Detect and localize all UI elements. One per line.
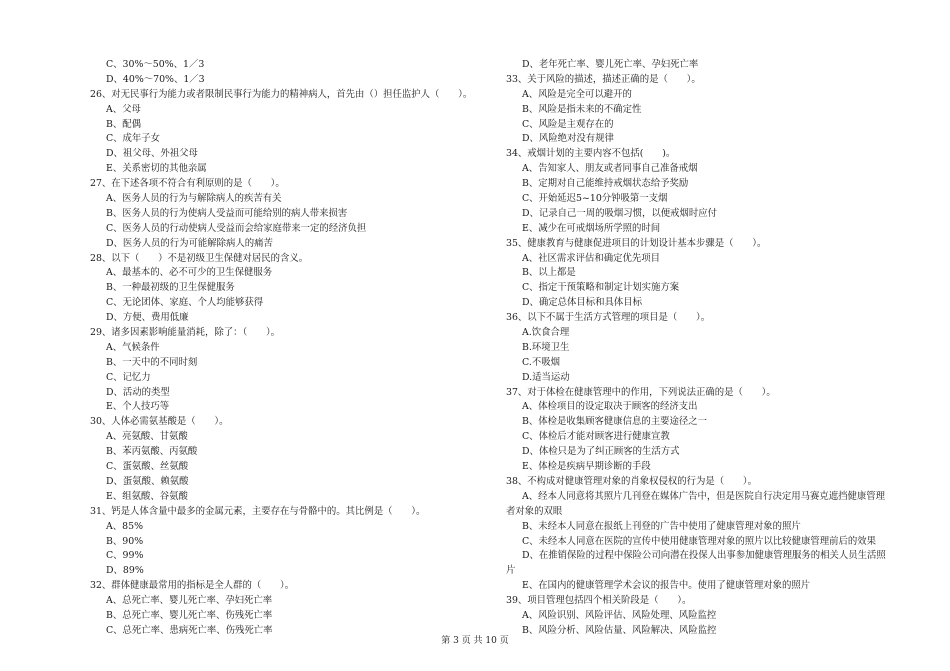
option-text: D、在推销保险的过程中保险公司向潜在投保人出事参加健康管理服务的相关人员生活照 — [522, 550, 886, 562]
option-text: A、医务人员的行为与解除病人的疾苦有关 — [106, 193, 282, 205]
option-text: C、无论团体、家庭、个人均能够获得 — [106, 297, 264, 309]
option-text: C、开始延迟5~10分钟吸第一支烟 — [522, 193, 668, 205]
option-text: A、告知家人、朋友或者同事自己准备戒烟 — [522, 163, 698, 175]
option-text: B、医务人员的行为使病人受益而可能给别的病人带来损害 — [106, 207, 348, 219]
option-text: D、活动的类型 — [106, 386, 170, 398]
option-text: E、个人技巧等 — [106, 401, 170, 413]
option-text: A、体检项目的设定取决于顾客的经济支出 — [522, 401, 698, 413]
option-text: E、关系密切的其他亲属 — [106, 163, 207, 175]
question-text: 36、以下不属于生活方式管理的项目是（ ）。 — [506, 312, 711, 324]
option-text: D、老年死亡率、婴儿死亡率、孕妇死亡率 — [522, 59, 699, 70]
question-text: 31、钙是人体含量中最多的金属元素，主要存在与骨骼中的。其比例是（ ）。 — [90, 505, 426, 517]
option-text: D、确定总体目标和具体目标 — [522, 297, 643, 309]
option-text: B、总死亡率、婴儿死亡率、伤残死亡率 — [106, 609, 273, 621]
option-text: D、风险绝对没有规律 — [522, 133, 614, 145]
option-text: B、以上都是 — [522, 267, 576, 279]
option-text: B、未经本人同意在报纸上刊登的广告中使用了健康管理对象的照片 — [522, 520, 801, 532]
question-text: 29、诸多因素影响能量消耗，除了：（ ）。 — [90, 327, 281, 339]
option-text: A、总死亡率、婴儿死亡率、孕妇死亡率 — [106, 595, 273, 607]
option-text: A、85% — [106, 520, 143, 532]
continuation-text: 片 — [506, 565, 516, 577]
option-text: B.环境卫生 — [522, 341, 570, 353]
option-text: C、风险是主观存在的 — [522, 118, 614, 130]
option-text: B、风险是指未来的不确定性 — [522, 103, 642, 115]
option-text: A、社区需求评估和确定优先项目 — [522, 252, 661, 264]
option-text: B、苯丙氨酸、丙氨酸 — [106, 446, 198, 458]
option-text: A、风险识别、风险评估、风险处理、风险监控 — [522, 609, 717, 621]
option-text: B、90% — [106, 535, 144, 547]
option-text: D、40%～70%、1／3 — [106, 73, 205, 85]
option-text: E、体检是疾病早期诊断的手段 — [522, 461, 651, 473]
option-text: A、风险是完全可以避开的 — [522, 88, 632, 100]
option-text: A、亮氨酸、甘氨酸 — [106, 431, 188, 443]
option-text: C、成年子女 — [106, 133, 161, 145]
option-text: C、未经本人同意在医院的宣传中使用健康管理对象的照片以比较健康管理前后的效果 — [522, 535, 877, 547]
question-text: 26、对无民事行为能力或者限制民事行为能力的精神病人，首先由（）担任监护人（ ）。 — [90, 88, 473, 100]
option-text: C、指定干预策略和制定计划实施方案 — [522, 282, 680, 294]
option-text: C、蛋氨酸、丝氨酸 — [106, 461, 189, 473]
option-text: C、总死亡率、患病死亡率、伤残死亡率 — [106, 624, 273, 636]
option-text: D、方便、费用低廉 — [106, 312, 189, 324]
option-text: C.不吸烟 — [522, 356, 560, 368]
option-text: C、体检后才能对顾客进行健康宣教 — [522, 431, 670, 443]
option-text: A、气候条件 — [106, 341, 160, 353]
option-text: B、风险分析、风险估量、风险解决、风险监控 — [522, 624, 717, 636]
question-text: 27、在下述各项不符合有利原则的是（ ）。 — [90, 178, 285, 190]
right-column — [506, 58, 926, 639]
question-text: 37、对于体检在健康管理中的作用，下列说法正确的是（ ）。 — [506, 386, 776, 398]
question-text: 38、不构成对健康管理对象的肖象权侵权的行为是（ ）。 — [506, 475, 757, 487]
page-footer: 第 3 页 共 10 页 — [441, 636, 509, 646]
question-text: 35、健康教育与健康促进项目的计划设计基本步骤是（ ）。 — [506, 237, 767, 249]
option-text: B、一种最初级的卫生保健服务 — [106, 282, 235, 294]
option-text: B、配偶 — [106, 118, 142, 130]
option-text: B、一天中的不同时刻 — [106, 356, 198, 368]
option-text: E、在国内的健康管理学术会议的报告中。使用了健康管理对象的照片 — [522, 580, 811, 592]
option-text: A、最基本的、必不可少的卫生保健服务 — [106, 267, 273, 279]
question-text: 33、关于风险的描述，描述正确的是（ ）。 — [506, 73, 701, 85]
continuation-text: 者对象的双眼 — [506, 505, 563, 517]
option-text: E、减少在可戒烟场所学照的时间 — [522, 222, 661, 234]
option-text: A、经本人同意将其照片几刊登在媒体广告中，但是医院自行决定用马赛克遮挡健康管理 — [522, 490, 886, 502]
option-text: D、89% — [106, 565, 144, 577]
option-text: D、蛋氨酸、赖氨酸 — [106, 475, 189, 487]
option-text: B、体检是收集顾客健康信息的主要途径之一 — [522, 416, 708, 428]
question-text: 34、戒烟计划的主要内容不包括( )。 — [506, 148, 676, 160]
left-column — [90, 58, 510, 639]
option-text: D、祖父母、外祖父母 — [106, 148, 198, 160]
option-text: B、定期对自己能维持戒烟状态给予奖励 — [522, 178, 689, 190]
option-text: C、记忆力 — [106, 371, 151, 383]
question-text: 28、以下（ ）不是初级卫生保健对居民的含义。 — [90, 252, 309, 264]
option-text: C、30%～50%、1／3 — [106, 59, 205, 70]
option-text: D、记录自己一周的吸烟习惯，以便戒烟时应付 — [522, 207, 718, 219]
option-text: A.饮食合理 — [522, 327, 570, 339]
option-text: D、医务人员的行为可能解除病人的痛苦 — [106, 237, 273, 249]
option-text: D.适当运动 — [522, 371, 570, 383]
option-text: C、99% — [106, 550, 144, 562]
question-text: 39、项目管理包括四个相关阶段是（ ）。 — [506, 595, 692, 607]
question-text: 30、人体必需氨基酸是（ ）。 — [90, 416, 229, 428]
option-text: D、体检只是为了纠正顾客的生活方式 — [522, 446, 680, 458]
question-text: 32、群体健康最常用的指标是全人群的（ ）。 — [90, 580, 295, 592]
option-text: A、父母 — [106, 103, 141, 115]
option-text: E、组氨酸、谷氨酸 — [106, 490, 188, 502]
option-text: C、医务人员的行动使病人受益而会给家庭带来一定的经济负担 — [106, 222, 367, 234]
